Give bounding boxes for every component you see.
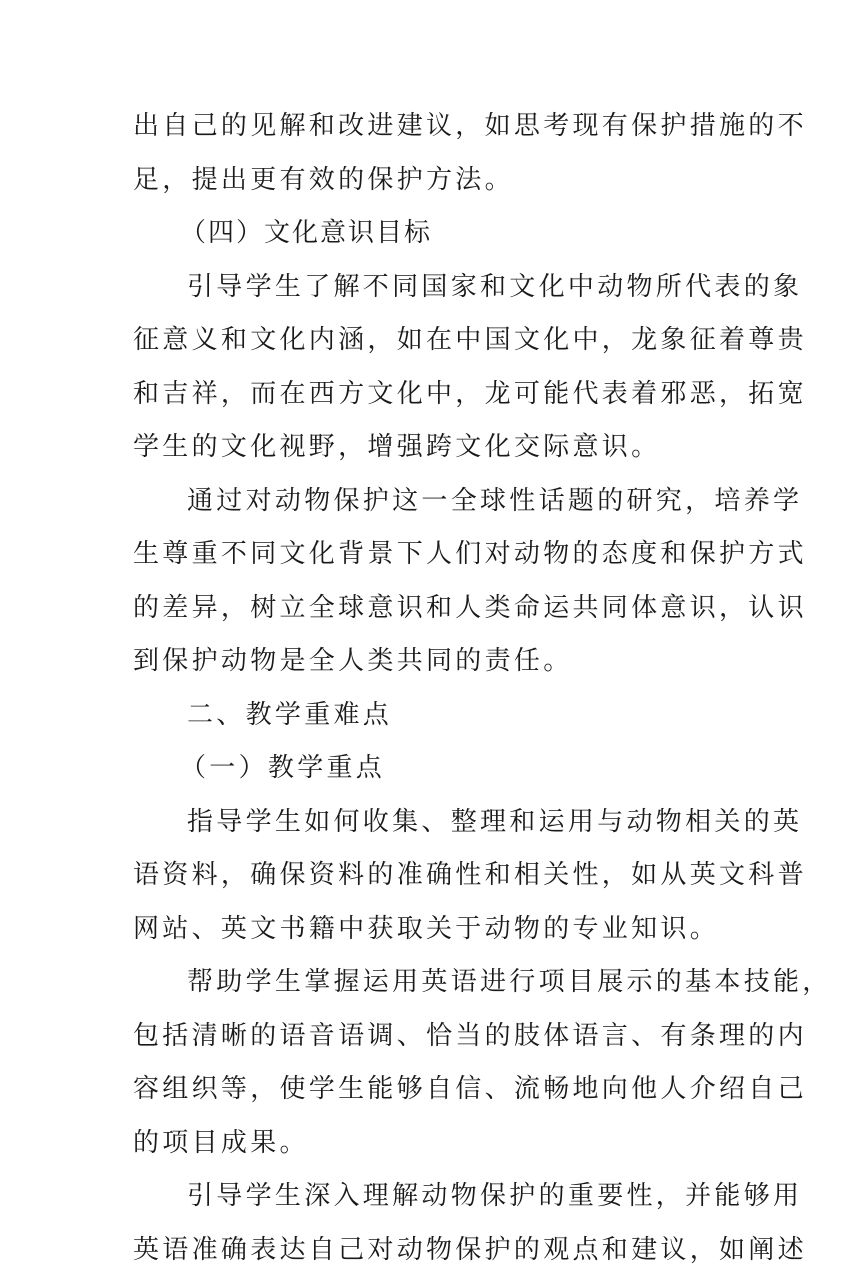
text-line: 的项目成果。: [133, 1117, 733, 1171]
text-line: 容组织等，使学生能够自信、流畅地向他人介绍自己: [133, 1063, 733, 1117]
text-line: 英语准确表达自己对动物保护的观点和建议，如阐述: [133, 1224, 733, 1277]
text-line: 包括清晰的语音语调、恰当的肢体语言、有条理的内: [133, 1010, 733, 1064]
text-line: 网站、英文书籍中获取关于动物的专业知识。: [133, 903, 733, 957]
text-line: 足，提出更有效的保护方法。: [133, 154, 733, 208]
document-body: [133, 100, 733, 1277]
section-heading-key-points: 二、教学重难点: [133, 689, 733, 743]
text-line: 征意义和文化内涵，如在中国文化中，龙象征着尊贵: [133, 314, 733, 368]
text-line: 指导学生如何收集、整理和运用与动物相关的英: [133, 796, 733, 850]
section-heading-culture: （四）文化意识目标: [133, 207, 733, 261]
text-line: 通过对动物保护这一全球性话题的研究，培养学: [133, 475, 733, 529]
text-line: 的差异，树立全球意识和人类命运共同体意识，认识: [133, 582, 733, 636]
text-line: 帮助学生掌握运用英语进行项目展示的基本技能，: [133, 956, 733, 1010]
text-line: 引导学生了解不同国家和文化中动物所代表的象: [133, 261, 733, 315]
text-line: 语资料，确保资料的准确性和相关性，如从英文科普: [133, 849, 733, 903]
text-line: 到保护动物是全人类共同的责任。: [133, 635, 733, 689]
text-line: 和吉祥，而在西方文化中，龙可能代表着邪恶，拓宽: [133, 368, 733, 422]
text-line: 生尊重不同文化背景下人们对动物的态度和保护方式: [133, 528, 733, 582]
text-line: 出自己的见解和改进建议，如思考现有保护措施的不: [133, 100, 733, 154]
text-line: 引导学生深入理解动物保护的重要性，并能够用: [133, 1170, 733, 1224]
text-line: 学生的文化视野，增强跨文化交际意识。: [133, 421, 733, 475]
subsection-heading-teaching-focus: （一）教学重点: [133, 742, 733, 796]
